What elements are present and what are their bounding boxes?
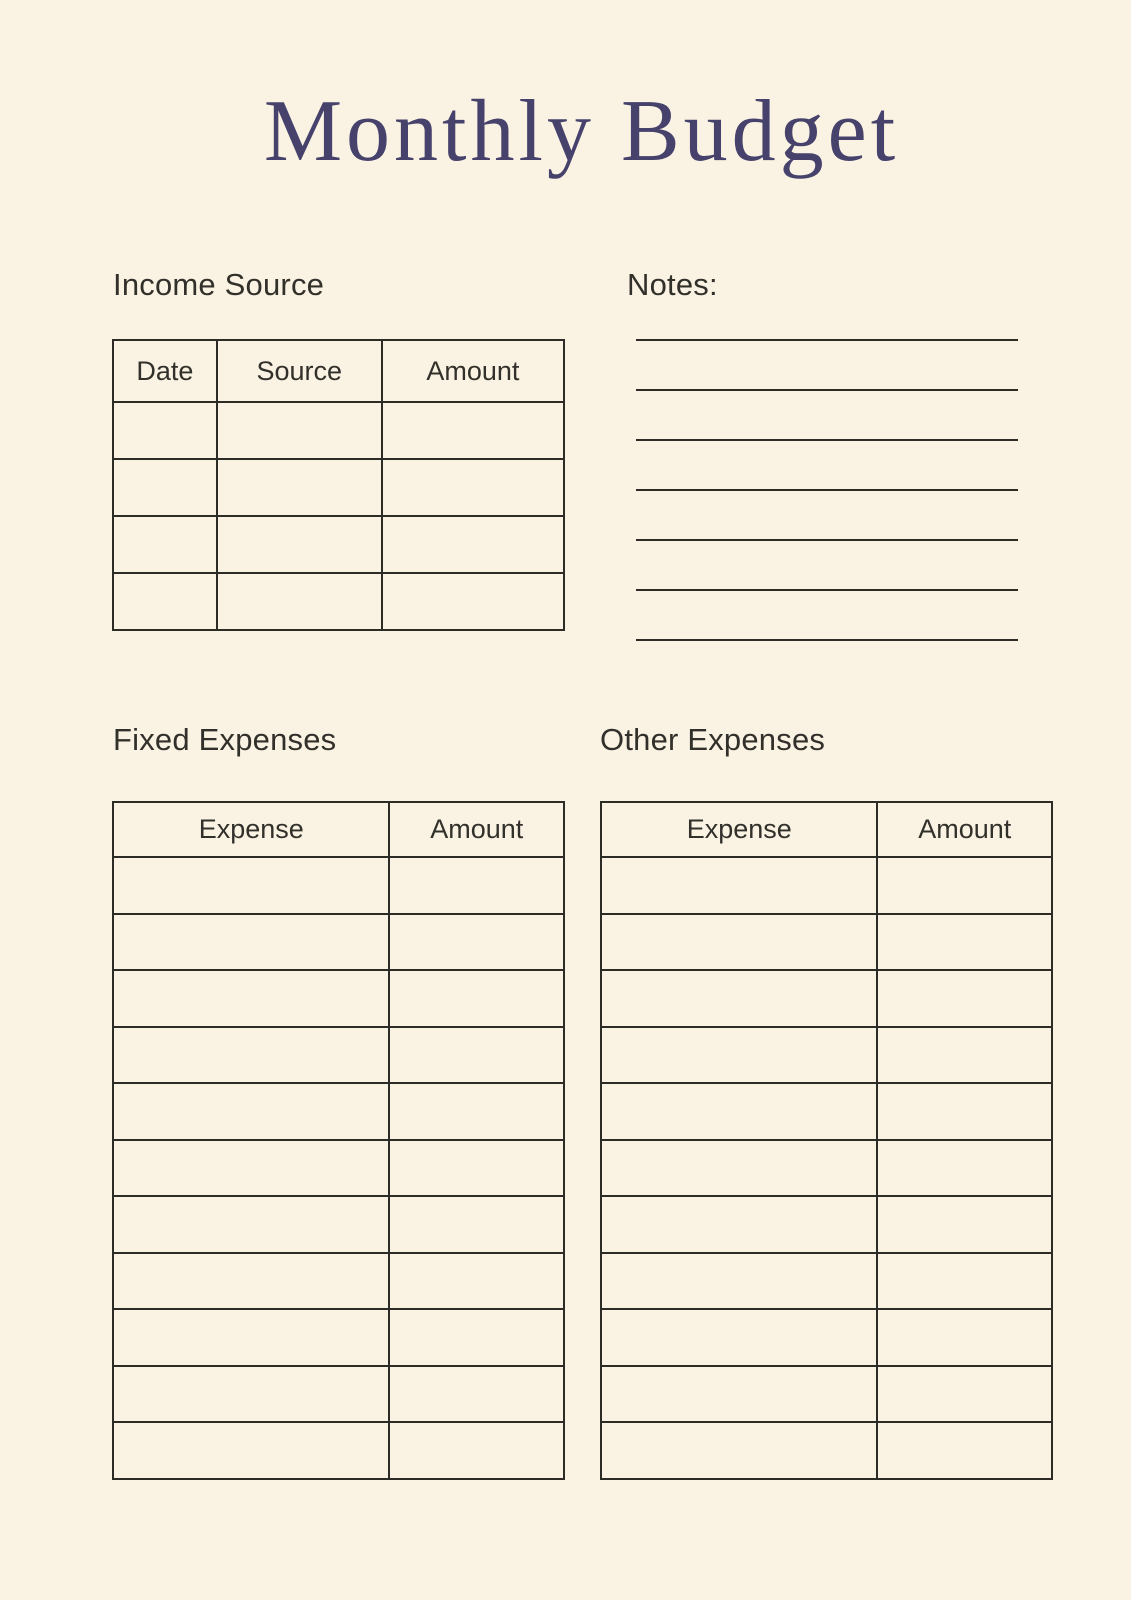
table-row <box>113 970 564 1027</box>
column-header-amount: Amount <box>877 802 1052 857</box>
empty-amount-cell[interactable] <box>389 1309 564 1366</box>
table-row <box>113 1422 564 1479</box>
table-row <box>113 1366 564 1423</box>
empty-amount-cell[interactable] <box>877 1366 1052 1423</box>
empty-amount-cell[interactable] <box>877 1140 1052 1197</box>
empty-amount-cell[interactable] <box>389 914 564 971</box>
table-row <box>113 516 564 573</box>
table-row <box>113 1027 564 1084</box>
empty-expense-cell[interactable] <box>113 1196 389 1253</box>
table-row <box>113 1083 564 1140</box>
empty-expense-cell[interactable] <box>113 914 389 971</box>
note-line[interactable] <box>636 541 1018 591</box>
empty-expense-cell[interactable] <box>113 1083 389 1140</box>
table-row <box>601 914 1052 971</box>
empty-amount-cell[interactable] <box>877 1083 1052 1140</box>
table-row <box>601 857 1052 914</box>
notes-lines-area <box>636 291 1018 641</box>
empty-expense-cell[interactable] <box>601 857 877 914</box>
table-row <box>113 914 564 971</box>
table-row <box>113 1140 564 1197</box>
table-row <box>601 1140 1052 1197</box>
fixed-expenses-heading: Fixed Expenses <box>113 722 337 757</box>
table-row <box>113 1253 564 1310</box>
header-row <box>113 802 564 857</box>
empty-amount-cell[interactable] <box>877 1253 1052 1310</box>
column-header-expense: Expense <box>113 802 389 857</box>
notes-heading: Notes: <box>627 267 718 302</box>
empty-amount-cell[interactable] <box>389 1422 564 1479</box>
note-line[interactable] <box>636 391 1018 441</box>
empty-source-cell[interactable] <box>217 573 382 630</box>
table-row <box>601 1083 1052 1140</box>
other-expenses-table <box>600 801 1053 1480</box>
table-row <box>601 1422 1052 1479</box>
note-line[interactable] <box>636 491 1018 541</box>
empty-amount-cell[interactable] <box>389 857 564 914</box>
empty-amount-cell[interactable] <box>877 1309 1052 1366</box>
empty-expense-cell[interactable] <box>601 1309 877 1366</box>
empty-amount-cell[interactable] <box>877 970 1052 1027</box>
other-expenses-heading: Other Expenses <box>600 722 826 757</box>
empty-expense-cell[interactable] <box>113 1366 389 1423</box>
empty-expense-cell[interactable] <box>601 1422 877 1479</box>
table-row <box>601 1309 1052 1366</box>
empty-amount-cell[interactable] <box>382 459 564 516</box>
table-row <box>113 573 564 630</box>
income-source-heading: Income Source <box>113 267 325 302</box>
header-row <box>113 340 564 402</box>
table-row <box>601 1366 1052 1423</box>
empty-amount-cell[interactable] <box>389 1083 564 1140</box>
column-header-amount: Amount <box>382 340 564 402</box>
table-row <box>113 857 564 914</box>
empty-expense-cell[interactable] <box>113 857 389 914</box>
empty-date-cell[interactable] <box>113 402 217 459</box>
fixed-expenses-table <box>112 801 565 1480</box>
empty-expense-cell[interactable] <box>601 1083 877 1140</box>
empty-expense-cell[interactable] <box>601 1027 877 1084</box>
empty-amount-cell[interactable] <box>877 857 1052 914</box>
empty-date-cell[interactable] <box>113 459 217 516</box>
empty-expense-cell[interactable] <box>601 914 877 971</box>
table-row <box>601 1027 1052 1084</box>
table-row <box>113 1309 564 1366</box>
column-header-date: Date <box>113 340 217 402</box>
empty-expense-cell[interactable] <box>601 1366 877 1423</box>
empty-amount-cell[interactable] <box>382 516 564 573</box>
income-source-table <box>112 339 565 631</box>
empty-source-cell[interactable] <box>217 402 382 459</box>
note-line[interactable] <box>636 441 1018 491</box>
empty-expense-cell[interactable] <box>113 1027 389 1084</box>
column-header-expense: Expense <box>601 802 877 857</box>
table-row <box>601 1196 1052 1253</box>
empty-expense-cell[interactable] <box>113 1422 389 1479</box>
empty-expense-cell[interactable] <box>113 1253 389 1310</box>
page-title: Monthly Budget <box>263 83 900 180</box>
empty-date-cell[interactable] <box>113 516 217 573</box>
table-row <box>113 1196 564 1253</box>
column-header-source: Source <box>217 340 382 402</box>
header-row <box>601 802 1052 857</box>
empty-expense-cell[interactable] <box>601 1140 877 1197</box>
column-header-amount: Amount <box>389 802 564 857</box>
empty-amount-cell[interactable] <box>877 914 1052 971</box>
empty-amount-cell[interactable] <box>389 1027 564 1084</box>
empty-expense-cell[interactable] <box>601 970 877 1027</box>
table-row <box>601 970 1052 1027</box>
empty-amount-cell[interactable] <box>877 1196 1052 1253</box>
empty-amount-cell[interactable] <box>382 573 564 630</box>
note-line[interactable] <box>636 341 1018 391</box>
empty-amount-cell[interactable] <box>389 970 564 1027</box>
note-line[interactable] <box>636 291 1018 341</box>
empty-amount-cell[interactable] <box>389 1366 564 1423</box>
empty-expense-cell[interactable] <box>113 970 389 1027</box>
empty-expense-cell[interactable] <box>113 1140 389 1197</box>
empty-expense-cell[interactable] <box>601 1253 877 1310</box>
empty-amount-cell[interactable] <box>382 402 564 459</box>
empty-date-cell[interactable] <box>113 573 217 630</box>
empty-expense-cell[interactable] <box>601 1196 877 1253</box>
empty-amount-cell[interactable] <box>389 1196 564 1253</box>
table-row <box>113 459 564 516</box>
empty-amount-cell[interactable] <box>877 1027 1052 1084</box>
empty-amount-cell[interactable] <box>389 1253 564 1310</box>
empty-amount-cell[interactable] <box>877 1422 1052 1479</box>
table-row <box>601 1253 1052 1310</box>
empty-amount-cell[interactable] <box>389 1140 564 1197</box>
empty-source-cell[interactable] <box>217 516 382 573</box>
table-row <box>113 402 564 459</box>
note-line[interactable] <box>636 591 1018 641</box>
empty-source-cell[interactable] <box>217 459 382 516</box>
empty-expense-cell[interactable] <box>113 1309 389 1366</box>
